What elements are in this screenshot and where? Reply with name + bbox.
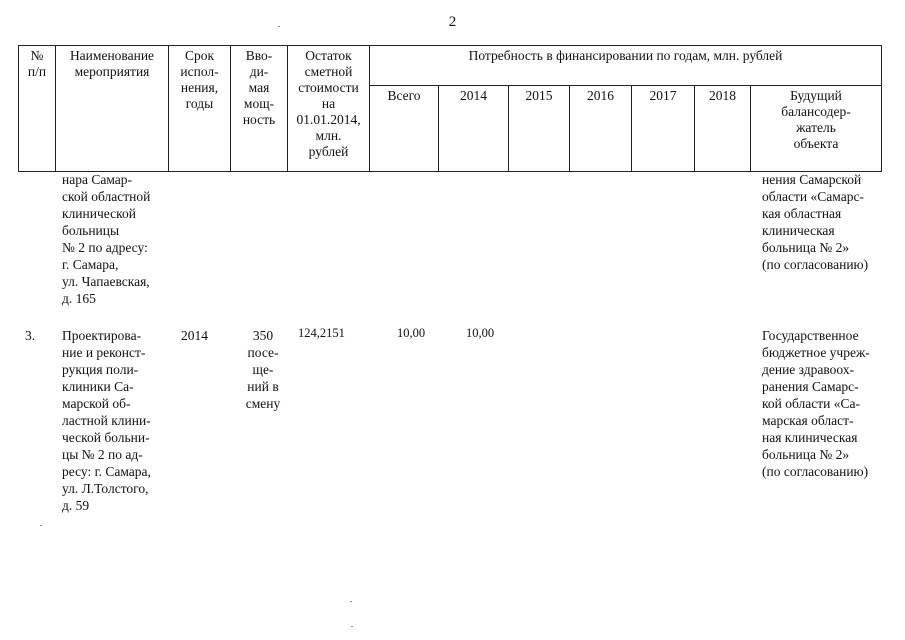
- scan-speck: [40, 525, 42, 526]
- header-term: Срок испол- нения, годы: [169, 46, 231, 172]
- row-2-balance: 124,2151: [298, 326, 345, 340]
- header-balance: Остаток сметной стоимости на 01.01.2014, млн. рублей: [288, 46, 370, 172]
- header-year-2017: 2017: [632, 86, 695, 172]
- scan-speck: [278, 26, 280, 27]
- table-header: [18, 45, 882, 172]
- header-year-2014: 2014: [439, 86, 509, 172]
- scan-speck: [350, 601, 352, 602]
- row-2-capacity: 350 посе- ще- ний в смену: [245, 328, 281, 411]
- row-2-year-2014: 10,00: [466, 326, 495, 340]
- header-capacity: Вво- ди- мая мощ- ность: [231, 46, 288, 172]
- header-name: Наименование мероприятия: [56, 46, 169, 172]
- row-2-name: Проектирова- ние и реконст- рукция поли- клиники Са- марской об- ластной клини- ческой больни- цы № 2 по ад- ресу: г. Самара, ул. Л.Толстого, д. 59: [62, 328, 151, 513]
- row-1-holder: нения Самарской области «Самарс- кая областная клиническая больница № 2» (по согласованию): [762, 172, 869, 272]
- row-1-name: нара Самар- ской областной клинической больницы № 2 по адресу: г. Самара, ул. Чапаевская, д. 165: [62, 172, 151, 306]
- header-number: № п/п: [19, 46, 56, 172]
- header-total: Всего: [370, 86, 439, 172]
- row-2-holder: Государственное бюджетное учреж- дение здравоох- ранения Самарс- кой области «Са- марская област- ная клиническая больница № 2» (по согласованию): [762, 328, 870, 479]
- header-year-2016: 2016: [570, 86, 632, 172]
- header-year-2018: 2018: [695, 86, 751, 172]
- row-2-number: 3.: [25, 328, 36, 343]
- header-year-2015: 2015: [509, 86, 570, 172]
- scan-speck: [351, 626, 353, 627]
- header-funding-group: Потребность в финансировании по годам, млн. рублей: [370, 46, 882, 86]
- header-holder: Будущий балансодер- жатель объекта: [751, 86, 882, 172]
- row-2-total: 10,00: [397, 326, 426, 340]
- page-number: 2: [448, 14, 457, 30]
- row-2-term: 2014: [181, 328, 208, 343]
